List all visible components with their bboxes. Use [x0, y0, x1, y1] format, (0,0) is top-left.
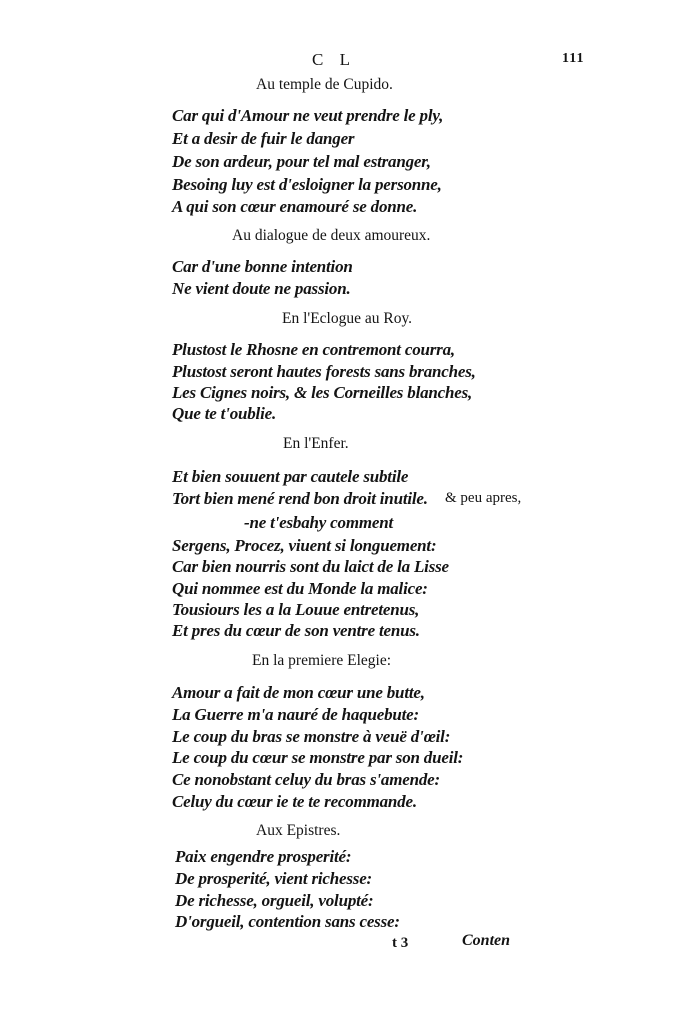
section-heading: Au dialogue de deux amoureux. [232, 227, 431, 244]
section-heading: En l'Eclogue au Roy. [282, 310, 413, 327]
verse-line: D'orgueil, contention sans cesse: [175, 912, 400, 931]
folio-number: 111 [562, 51, 585, 66]
verse-line: Le coup du bras se monstre à veuë d'œil: [172, 727, 451, 746]
verse-line: Et bien souuent par cautele subtile [172, 467, 409, 486]
verse-line: La Guerre m'a nauré de haquebute: [172, 705, 419, 724]
verse-line: Tousiours les a la Louue entretenus, [172, 600, 420, 619]
section-heading: En l'Enfer. [283, 435, 349, 452]
verse-line: Car qui d'Amour ne veut prendre le ply, [172, 106, 444, 125]
verse-line: Plustost le Rhosne en contremont courra, [172, 340, 455, 359]
verse-line: Et pres du cœur de son ventre tenus. [172, 621, 420, 640]
verse-line: Le coup du cœur se monstre par son dueil: [172, 748, 464, 767]
verse-line: Car bien nourris sont du laict de la Lisse [172, 557, 449, 576]
verse-line: Celuy du cœur ie te te recommande. [172, 792, 417, 811]
verse-line: Ce nonobstant celuy du bras s'amende: [172, 770, 440, 789]
verse-line: Que te t'oublie. [172, 404, 276, 423]
section-heading: En la premiere Elegie: [252, 652, 392, 669]
verse-line: -ne t'esbahy comment [244, 513, 393, 532]
verse-line: Amour a fait de mon cœur une butte, [172, 683, 425, 702]
running-head: C L [312, 50, 356, 69]
verse-line: Car d'une bonne intention [172, 257, 353, 276]
section-heading: Aux Epistres. [256, 822, 341, 839]
verse-line: De prosperité, vient richesse: [175, 869, 373, 888]
verse-line: Qui nommee est du Monde la malice: [172, 579, 428, 598]
verse-line: Sergens, Procez, viuent si longuement: [172, 536, 437, 555]
verse-line: De son ardeur, pour tel mal estranger, [172, 152, 431, 171]
verse-line: Tort bien mené rend bon droit inutile. [172, 489, 428, 508]
verse-line: Les Cignes noirs, & les Corneilles blanches, [172, 383, 473, 402]
verse-line: Ne vient doute ne passion. [172, 279, 351, 298]
section-heading: Au temple de Cupido. [256, 76, 393, 93]
verse-line: De richesse, orgueil, volupté: [175, 891, 374, 910]
verse-line: Besoing luy est d'esloigner la personne, [172, 175, 442, 194]
margin-note: & peu apres, [445, 490, 522, 506]
verse-line: Paix engendre prosperité: [175, 847, 352, 866]
verse-line: Plustost seront hautes forests sans branches, [172, 362, 476, 381]
verse-line: A qui son cœur enamouré se donne. [172, 197, 418, 216]
verse-line: Et a desir de fuir le danger [172, 129, 355, 148]
catchword: Conten [462, 932, 511, 949]
signature-mark: t 3 [392, 935, 409, 951]
